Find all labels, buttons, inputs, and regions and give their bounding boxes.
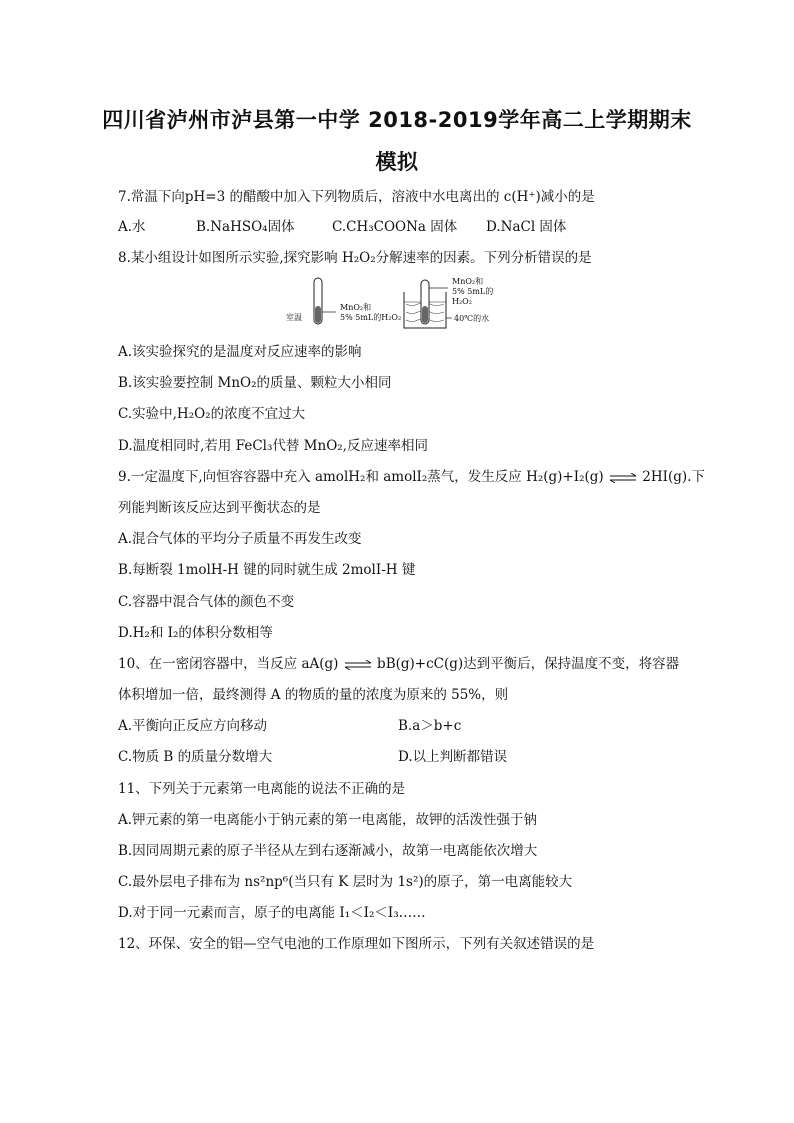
fig-right-reagent-2: 5% 5mL的H₂O₂ (452, 287, 494, 306)
page-title-line1: 四川省泸州市泸县第一中学 2018-2019学年高二上学期期末 (102, 108, 692, 132)
q7-option-c: C.CH₃COONa 固体 (332, 219, 458, 235)
equilibrium-arrow-icon (343, 660, 373, 670)
fig-left-reagent-1: MnO₂和 (340, 303, 372, 312)
q10-option-b: B.a＞b+c (398, 718, 462, 734)
q9-option-d: D.H₂和 I₂的体积分数相等 (118, 625, 273, 641)
page-title-line2: 模拟 (375, 150, 419, 174)
q9-option-a: A.混合气体的平均分子质量不再发生改变 (118, 531, 362, 547)
fig-right-bath: 40℃的水 (454, 314, 490, 323)
q11-option-b: B.因同周期元素的原子半径从左到右逐渐减小，故第一电离能依次增大 (118, 843, 538, 859)
q10-option-d: D.以上判断都错误 (398, 749, 508, 765)
q11-option-a: A.钾元素的第一电离能小于钠元素的第一电离能，故钾的活泼性强于钠 (118, 812, 538, 828)
q10-stem-line1 (118, 655, 679, 673)
q7-stem: 7.常温下向pH=3 的醋酸中加入下列物质后，溶液中水电离出的 c(H⁺)减小的是 (118, 189, 595, 205)
q7-option-d: D.NaCl 固体 (486, 219, 567, 235)
equilibrium-arrow-icon (608, 473, 638, 483)
q9-option-b: B.每断裂 1molH-H 键的同时就生成 2molI-H 键 (118, 562, 416, 578)
q8-stem: 8.某小组设计如图所示实验,探究影响 H₂O₂分解速率的因素。下列分析错误的是 (118, 250, 592, 266)
q10-option-c: C.物质 B 的质量分数增大 (118, 749, 273, 765)
q8-option-c: C.实验中,H₂O₂的浓度不宜过大 (118, 406, 306, 422)
q9-stem-part2: 2HI(g).下 (642, 469, 705, 485)
q11-stem: 11、下列关于元素第一电离能的说法不正确的是 (118, 781, 406, 797)
q9-option-c: C.容器中混合气体的颜色不变 (118, 594, 295, 610)
q11-option-d: D.对于同一元素而言，原子的电离能 I₁＜I₂＜I₃…… (118, 905, 426, 921)
fig-left-label: 室温 (286, 313, 302, 322)
q10-stem-part2: bB(g)+cC(g)达到平衡后，保持温度不变，将容器 (377, 656, 680, 672)
q10-stem-part1: 10、在一密闭容器中，当反应 aA(g) (118, 656, 339, 672)
q11-option-c: C.最外层电子排布为 ns²np⁶(当只有 K 层时为 1s²)的原子，第一电离能较大 (118, 874, 573, 890)
q7-option-b: B.NaHSO₄固体 (196, 219, 295, 235)
q9-stem-part1: 9.一定温度下,向恒容容器中充入 amolH₂和 amolI₂蒸气，发生反应 H₂(g)+I₂(g) (118, 469, 604, 485)
experiment-figure (286, 276, 510, 338)
fig-right-reagent-1: MnO₂和 (452, 277, 484, 286)
q8-option-a: A.该实验探究的是温度对反应速率的影响 (118, 344, 362, 360)
q12-stem: 12、环保、安全的铝—空气电池的工作原理如下图所示，下列有关叙述错误的是 (118, 936, 595, 952)
q10-option-a: A.平衡向正反应方向移动 (118, 718, 268, 734)
q7-option-a: A.水 (118, 219, 146, 235)
q10-stem-line2: 体积增加一倍，最终测得 A 的物质的量的浓度为原来的 55%，则 (118, 687, 509, 703)
q9-stem-line1 (118, 468, 705, 486)
q9-stem-line2: 列能判断该反应达到平衡状态的是 (118, 500, 321, 516)
q8-option-b: B.该实验要控制 MnO₂的质量、颗粒大小相同 (118, 375, 392, 391)
q8-option-d: D.温度相同时,若用 FeCl₃代替 MnO₂,反应速率相同 (118, 438, 428, 454)
fig-left-reagent-2: 5% 5mL的H₂O₂ (340, 313, 402, 322)
